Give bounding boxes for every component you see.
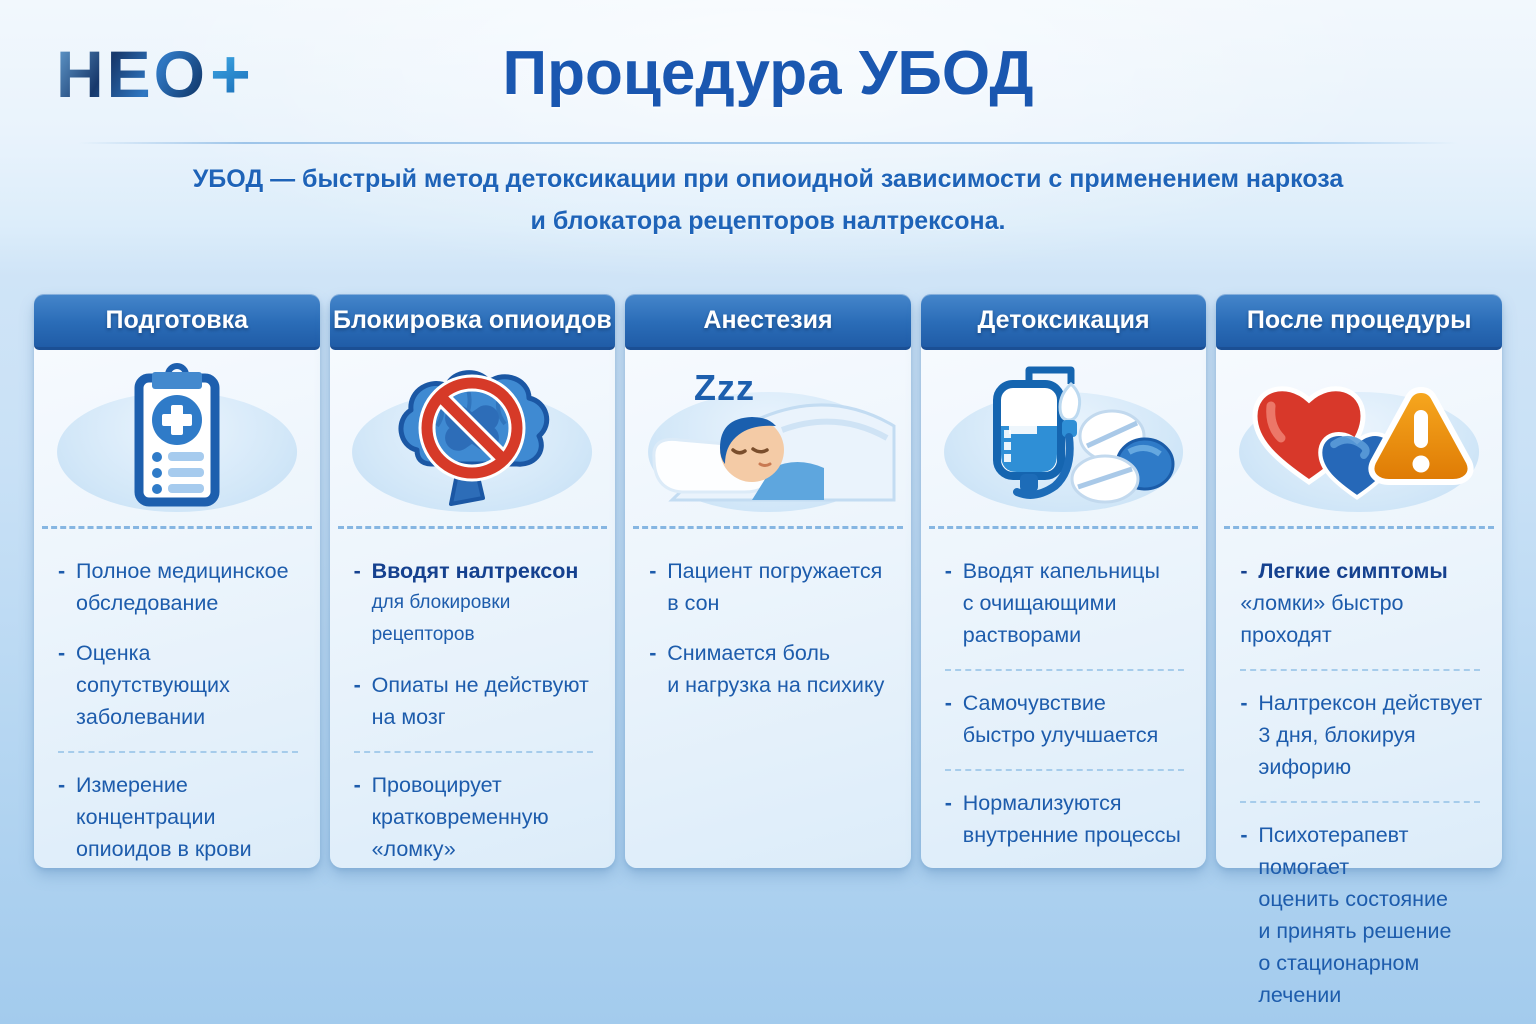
bullet-line: и нагрузка на психику xyxy=(667,673,885,697)
bullet-dash: - xyxy=(649,559,657,583)
zzz-text: Zzz xyxy=(693,367,755,408)
card-detox xyxy=(921,294,1207,868)
bullet-line: Снимается боль xyxy=(667,641,831,665)
list-item xyxy=(58,769,304,865)
card-body xyxy=(921,529,1207,885)
bullet-line: Налтрексон действует xyxy=(1258,691,1483,715)
card-title: После процедуры xyxy=(1216,294,1502,350)
bullet-dash: - xyxy=(58,641,66,665)
dashed-divider xyxy=(945,769,1185,771)
bullet-dash: - xyxy=(58,773,66,797)
bullet-line: Легкие симптомы xyxy=(1258,559,1448,583)
bullet-line: 3 дня, блокируя эифорию xyxy=(1258,723,1416,779)
card-opioid-blocking xyxy=(330,294,616,868)
bullet-line: обследование xyxy=(76,591,219,615)
brain-blocked-icon xyxy=(367,360,577,516)
bullet-dash: - xyxy=(353,673,361,697)
card-body xyxy=(1216,529,1502,1024)
bullet-line: Нормализуются xyxy=(962,791,1122,815)
bullet-line: с очищающими xyxy=(962,591,1117,615)
list-item xyxy=(1240,555,1486,651)
bullet-line: растворами xyxy=(962,623,1082,647)
bullet-line: в сон xyxy=(667,591,720,615)
bullet-line: Опиаты не действуют xyxy=(371,673,589,697)
list-item xyxy=(1240,819,1486,1011)
dashed-divider xyxy=(945,669,1185,671)
bullet-dash: - xyxy=(1240,691,1248,715)
list-item xyxy=(354,769,600,865)
iv-drip-pills-icon xyxy=(949,360,1179,516)
bullet-line: «ломки» быстро проходят xyxy=(1240,591,1404,647)
icon-stage xyxy=(625,350,911,526)
bullet-line: «ломку» xyxy=(371,837,456,861)
hearts-warning-icon xyxy=(1239,360,1479,516)
bullet-line: опиоидов в крови xyxy=(76,837,252,861)
bullet-line: Измерение концентрации xyxy=(76,773,216,829)
card-anesthesia xyxy=(625,294,911,868)
logo-plus-icon: + xyxy=(210,35,251,113)
bullet-line: Психотерапевт помогает xyxy=(1258,823,1409,879)
sleeping-patient-icon xyxy=(632,360,904,516)
card-preparation xyxy=(34,294,320,868)
card-body xyxy=(625,529,911,735)
bullet-dash: - xyxy=(944,791,952,815)
bullet-dash: - xyxy=(944,691,952,715)
card-body xyxy=(330,529,616,899)
list-item xyxy=(649,555,895,619)
subtitle-line-1: УБОД — быстрый метод детоксикации при опиоидной зависимости с применением наркоза xyxy=(192,165,1344,193)
list-item xyxy=(354,669,600,733)
bullet-line: Вводят налтрексон xyxy=(371,559,579,583)
subtitle xyxy=(0,158,1536,242)
bullet-line: быстро улучшается xyxy=(962,723,1159,747)
bullet-line: оценить состояние xyxy=(1258,887,1449,911)
bullet-line: Оценка сопутствующих xyxy=(76,641,230,697)
card-title: Подготовка xyxy=(34,294,320,350)
card-title: Анестезия xyxy=(625,294,911,350)
list-item xyxy=(354,555,600,651)
bullet-dash: - xyxy=(353,559,361,583)
bullet-dash: - xyxy=(1240,559,1248,583)
bullet-line: о стационарном лечении xyxy=(1258,951,1420,1007)
dashed-divider xyxy=(354,751,594,753)
bullet-dash: - xyxy=(58,559,66,583)
bullet-dash: - xyxy=(1240,823,1248,847)
list-item xyxy=(58,555,304,619)
bullet-dash: - xyxy=(353,773,361,797)
dashed-divider xyxy=(1240,669,1480,671)
list-item xyxy=(649,637,895,701)
steps-row xyxy=(34,294,1502,1007)
icon-stage xyxy=(34,350,320,526)
dashed-divider xyxy=(58,751,298,753)
header-divider xyxy=(78,142,1458,144)
card-after-procedure xyxy=(1216,294,1502,1007)
bullet-line: Пациент погружается xyxy=(667,559,883,583)
bullet-line: Самочувствие xyxy=(962,691,1106,715)
bullet-line: Провоцирует xyxy=(371,773,502,797)
list-item xyxy=(58,637,304,733)
list-item xyxy=(945,787,1191,851)
list-item xyxy=(945,687,1191,751)
bullet-line: Полное медицинское xyxy=(76,559,289,583)
bullet-dash: - xyxy=(944,559,952,583)
bullet-line: заболевании xyxy=(76,705,206,729)
card-body xyxy=(34,529,320,899)
bullet-line: и принять решение xyxy=(1258,919,1452,943)
icon-stage xyxy=(330,350,616,526)
bullet-line: внутренние процессы xyxy=(962,823,1181,847)
list-item xyxy=(1240,687,1486,783)
bullet-line: кратковременную xyxy=(371,805,549,829)
icon-stage xyxy=(1216,350,1502,526)
page-title: Процедура УБОД xyxy=(502,39,1034,108)
dashed-divider xyxy=(1240,801,1480,803)
list-item xyxy=(945,555,1191,651)
bullet-line: Вводят капельницы xyxy=(962,559,1160,583)
bullet-dash: - xyxy=(649,641,657,665)
bullet-line: для блокировки рецепторов xyxy=(371,592,511,645)
card-title: Блокировка опиоидов xyxy=(330,294,616,350)
icon-stage xyxy=(921,350,1207,526)
clipboard-medical-icon xyxy=(77,360,277,516)
logo-text: НЕО xyxy=(56,37,209,111)
bullet-line: на мозг xyxy=(371,705,446,729)
card-title: Детоксикация xyxy=(921,294,1207,350)
subtitle-line-2: и блокатора рецепторов налтрексона. xyxy=(530,207,1006,235)
